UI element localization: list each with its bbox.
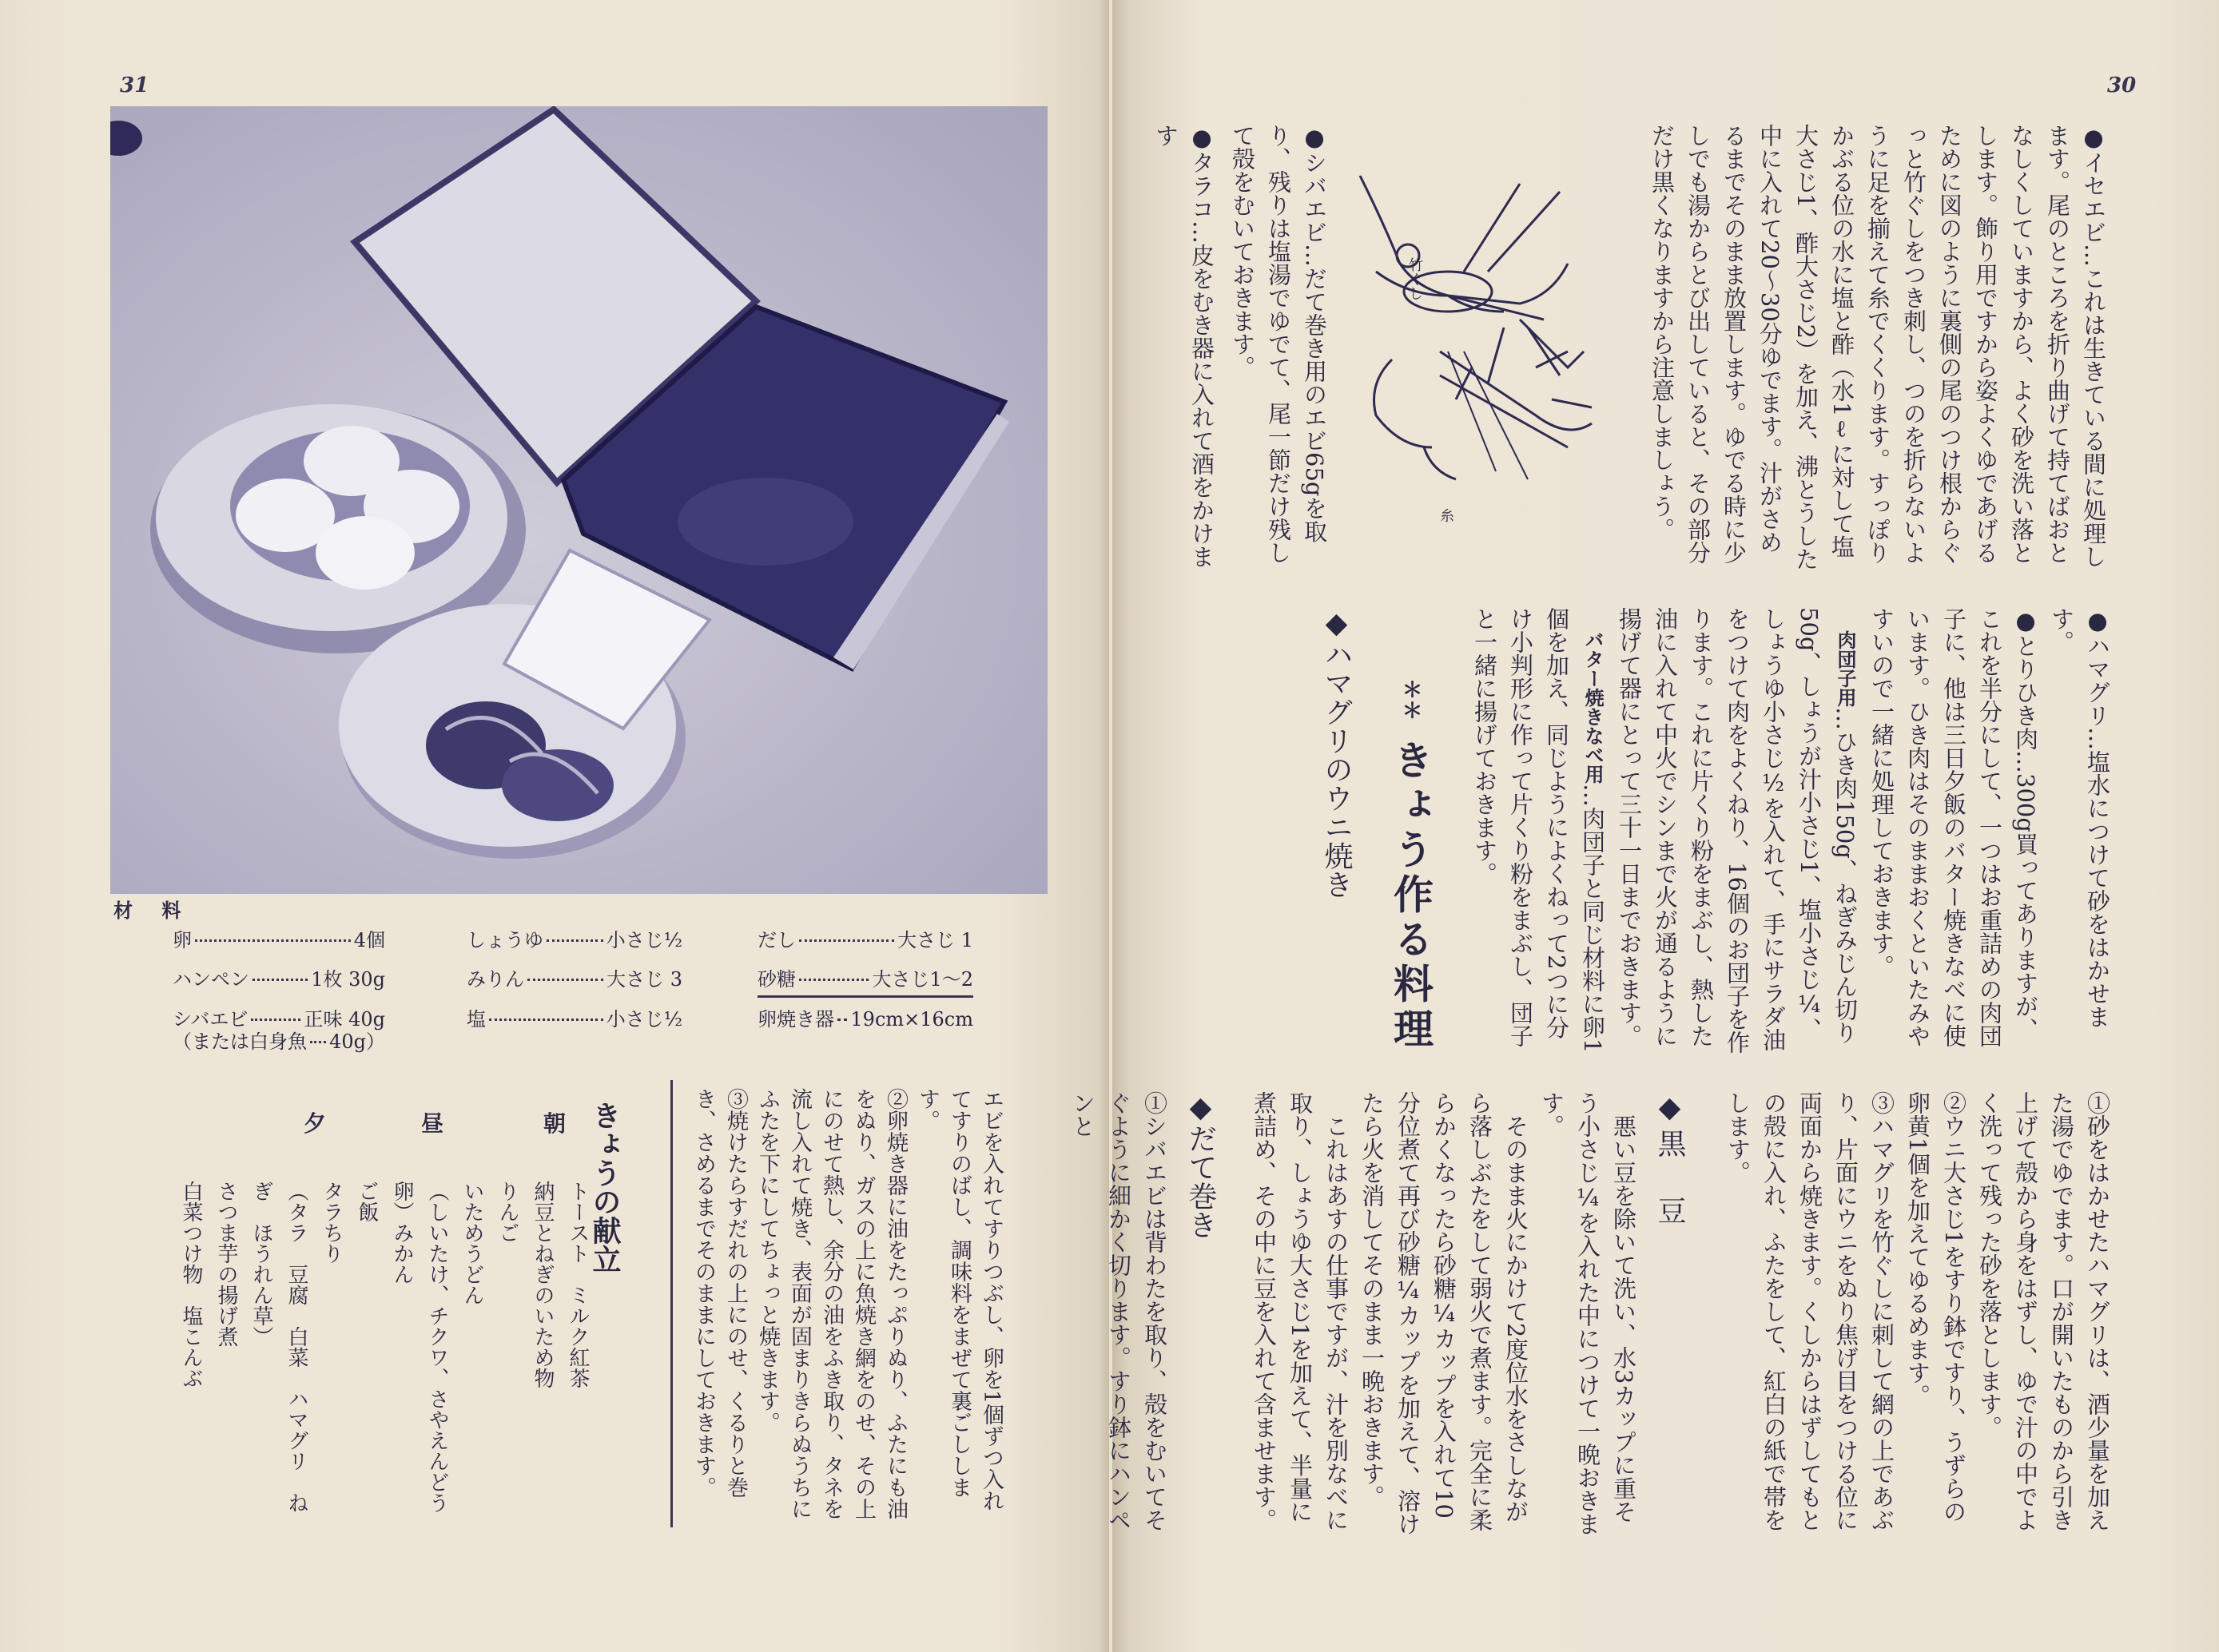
shiba-ebi-tarako-paragraphs (1152, 124, 1332, 575)
menu-item: ご飯 (355, 1181, 379, 1222)
skewer-label: 竹ぐし (1406, 257, 1423, 300)
shiba-ebi-text: ●シバエビ…だて巻き用のエビ65gを取り、残りは塩湯でゆでて、尾一節だけ残して殻をむいておきます。 (1229, 124, 1328, 564)
step-paragraph: ③焼けたらすだれの上にのせ、くるりと巻き、さめるまでそのままにしておきます。 (691, 1088, 748, 1498)
hamaguri-prep-text: ●ハマグリ…塩水につけて砂をはかせます。 (2048, 607, 2111, 1028)
stars-icon: ＊＊ (1398, 679, 1422, 721)
ingredient-amount: 小さじ½ (606, 1008, 682, 1031)
ingredient-amount: 40g） (329, 1031, 385, 1053)
hamaguri-uni-title: ◆ハマグリのウニ焼き (1320, 607, 1353, 899)
nikudango-label: 肉団子用 (1834, 630, 1857, 707)
page-number: 31 (120, 73, 149, 97)
menu-item: タラちり (320, 1181, 344, 1264)
step-paragraph: ②ウニ大さじ1をすり鉢ですり、うずらの卵黄1個を加えてゆるめます。 (1904, 1091, 1967, 1523)
kuromame-paragraph: これはあすの仕事ですが、汁を別なべに取り、しょうゆ大さじ1を加えて、半量に煮詰め、その中に豆を入れて含ませます。 (1251, 1091, 1350, 1531)
ingredient-name: 卵 (173, 929, 192, 951)
ingredient-name: だし (758, 929, 796, 951)
ise-ebi-text: ●イセエビ…これは生きている間に処理します。尾のところを折り曲げて持てばおとなしくしていますから、よく砂を洗い落とします。飾り用ですから姿よくゆであげるために図のように裏側の尾のつけ根からぐっと竹ぐしをつき刺し、つのを折らないように足を揃えて糸でくくります。すっぽりかぶる位の水に塩と酢（水1ℓに対して塩大さじ1、酢大さじ2）を加え、沸とうした中に入れて20〜30分ゆでます。汁がさめるまでそのまま放置します。ゆでる時に少しでも湯からとび出していると、その部分だけ黒くなりますから注意しましょう。 (1648, 124, 2107, 570)
ingredient-row (173, 924, 385, 952)
ingredient-row (173, 963, 385, 991)
ingredient-amount: 大さじ 1 (897, 929, 973, 951)
ingredient-amount: 小さじ½ (606, 929, 682, 951)
menu-item: 納豆とねぎのいため物 (531, 1181, 555, 1388)
page-number: 30 (2107, 73, 2137, 97)
tori-hikiniku-text: ●とりひき肉…300g買ってありますが、これを半分にして、一つはお重詰めの肉団子に、他は三日夕飯のバター焼きなべに使います。ひき肉はそのままおくといたみやすいので一緒に処理しておきます。 (1868, 607, 2039, 1047)
ingredient-row (173, 1026, 385, 1054)
menu-item: 卵）みかん (390, 1181, 414, 1285)
butter-nabe-label: バター焼きなべ用 (1581, 630, 1605, 784)
datemaki-steps-continued (679, 1088, 1007, 1532)
menu-title-text: きょうの献立 (588, 1101, 622, 1273)
section-title (1378, 607, 1442, 1054)
datemaki-title: ◆だて巻き (1184, 1091, 1217, 1239)
ingredient-row (758, 963, 973, 991)
step-paragraph: ②卵焼き器に油をたっぷりぬり、ふたにも油をぬり、ガスの上に魚焼き網をのせ、その上にのせて熱し、余分の油をふき取り、タネを流し入れて焼き、表面が固まりきらぬうちにふたを下にしてちょっと焼きます。 (755, 1088, 908, 1519)
menu-item: ぎ ほうれん草） (249, 1181, 273, 1347)
egg (316, 516, 415, 590)
meal-label-lunch: 昼 (421, 1110, 444, 1137)
ingredient-divider (758, 995, 973, 998)
ingredient-row (467, 963, 682, 991)
materials-heading: 材 料 (113, 899, 193, 922)
ingredient-amount: 大さじ1〜2 (872, 968, 973, 991)
column-divider (670, 1080, 673, 1527)
meal-label-dinner: 夕 (304, 1110, 327, 1137)
ingredient-name: みりん (467, 968, 524, 991)
ingredient-amount: 1枚 30g (311, 968, 385, 991)
string-label: 糸 (1440, 508, 1454, 525)
menu-item: 白菜つけ物 塩こんぶ (179, 1181, 203, 1388)
ingredient-row (758, 1003, 973, 1031)
lobster-illustration (1344, 160, 1608, 519)
ingredient-amount: 19cm×16cm (850, 1008, 973, 1031)
meal-label-breakfast: 朝 (543, 1110, 567, 1137)
bottom-block (1069, 1091, 2115, 1535)
datemaki-step: ①シバエビは背わたを取り、殻をむいてそぐように細かく切ります。すり鉢にハンペンと (1069, 1091, 1168, 1531)
ingredient-row (758, 924, 973, 952)
ingredient-name: シバエビ (173, 1008, 249, 1031)
tarako-text: ●タラコ…皮をむき器に入れて酒をかけます (1152, 124, 1215, 568)
menu-item: トースト ミルク紅茶 (566, 1181, 590, 1388)
kuromame-paragraph: そのまま火にかけて2度位水をさしながら落しぶたをして弱火で煮ます。完全に柔らかくなったら砂糖¼カップを入れて10分位煮て再び砂糖¼カップを加えて、溶けたら火を消してそのまま一晩おきます。 (1358, 1091, 1529, 1535)
menu-items (156, 1181, 595, 1532)
ingredient-name: しょうゆ (467, 929, 543, 951)
step-paragraph: ③ハマグリを竹ぐしに刺して網の上であぶり、片面にウニをぬり焦げ目をつける位に両面から焼きます。くしからはずしてもとの殻に入れ、ふたをして、紅白の紙で帯をします。 (1724, 1091, 1895, 1531)
right-page (1069, 0, 2219, 1652)
step-paragraph: ①砂をはかせたハマグリは、酒少量を加えた湯でゆでます。口が開いたものから引き上げて殻から身をはずし、ゆで汁の中でよく洗って残った砂を落とします。 (1976, 1091, 2111, 1531)
ingredient-row (467, 924, 682, 952)
menu-item: りんご (495, 1181, 519, 1243)
ingredient-row (467, 1003, 682, 1031)
ingredient-amount: 正味 40g (304, 1008, 385, 1031)
tray-reflection (678, 478, 853, 566)
nikudango-text: …ひき肉150g、ねぎみじん切り50g、しょうが汁小さじ1、塩小さじ¼、しょうゆ小さじ½を入れて、手にサラダ油をつけて肉をよくねり、16個のお団子を作ります。これに片くり粉をまぶし、熱した油に入れて中火でシンまで火が通るように揚げて器にとって三十一日までおきます。 (1616, 607, 1859, 1054)
left-page (0, 0, 1109, 1652)
menu-item: いためうどん (460, 1181, 484, 1305)
kuromame-paragraph: 悪い豆を除いて洗い、水3カップに重そう小さじ¼を入れた中につけて一晩おきます。 (1538, 1091, 1637, 1535)
ingredient-name: （または白身魚 (173, 1031, 307, 1053)
menu-item: さつま芋の揚げ煮 (214, 1181, 238, 1347)
kuromame-title: ◆黒 豆 (1653, 1091, 1686, 1229)
ise-ebi-paragraph (1616, 124, 2111, 575)
butter-nabe-text: …肉団子と同じ材料に卵1個を加え、同じようによくねって2つに分け小判形に作って片くり粉をまぶし、団子と一緒に揚げておきます。 (1471, 607, 1606, 1054)
middle-block (1180, 607, 2115, 1054)
ingredient-name: 塩 (467, 1008, 486, 1031)
ingredient-name: 砂糖 (758, 968, 796, 991)
ingredient-amount: 大さじ 3 (606, 968, 682, 991)
ingredient-name: 卵焼き器 (758, 1008, 834, 1031)
menu-item: （タラ 豆腐 白菜 ハマグリ ね (284, 1181, 308, 1513)
section-title-text: きょう作る料理 (1387, 739, 1434, 1053)
ingredients-photo (110, 106, 1048, 894)
ingredient-amount: 4個 (353, 929, 385, 951)
ingredient-name: ハンペン (173, 968, 249, 991)
menu-item: （しいたけ、チクワ、さやえんどう (425, 1181, 449, 1513)
step-paragraph: エビを入れてすりつぶし、卵を1個ずつ入れてすりのばし、調味料をまぜて裏ごしします。 (915, 1088, 1004, 1512)
